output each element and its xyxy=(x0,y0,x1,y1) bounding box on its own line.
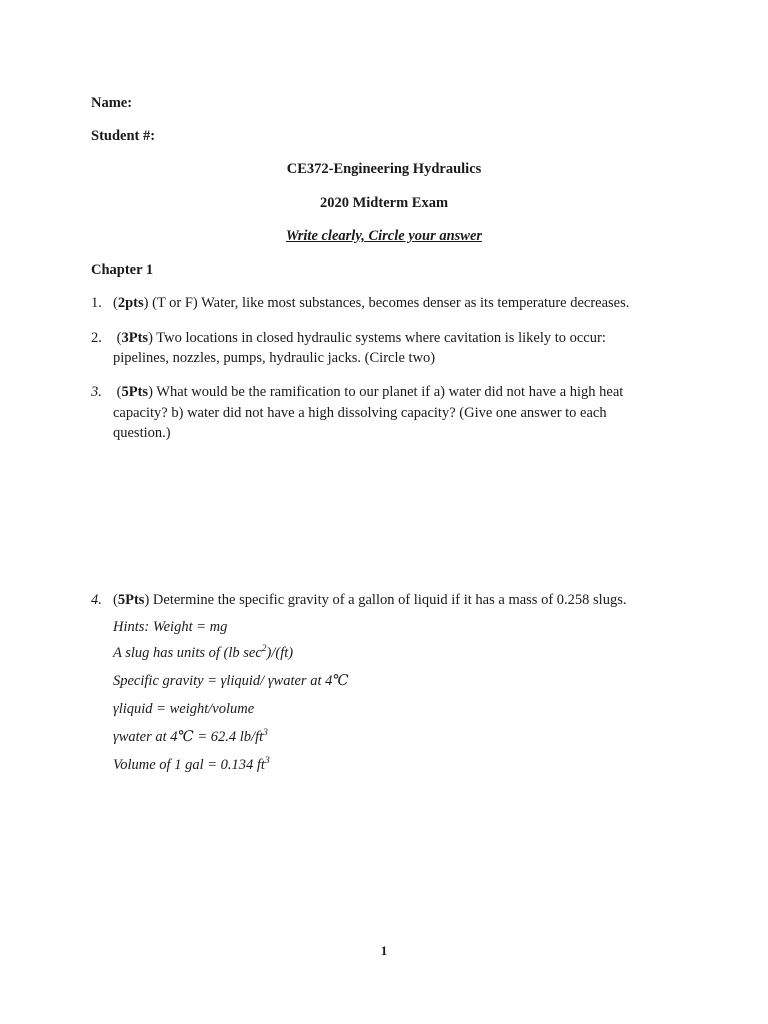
question-points: 5Pts xyxy=(117,592,145,608)
question-body: Determine the specific gravity of a gallon of liquid if it has a mass of 0.258 slugs. xyxy=(152,592,627,608)
page-number: 1 xyxy=(380,943,388,958)
chapter-heading: Chapter 1 xyxy=(91,262,154,278)
hint-slug-units: A slug has units of (lb $\sec^2)/(ft)$ xyxy=(113,644,294,661)
name-label: Name: xyxy=(91,95,133,111)
question-points: 2pts xyxy=(117,295,144,311)
question-number: 3. xyxy=(91,384,102,400)
exam-title: 2020 Midterm Exam xyxy=(319,195,449,211)
question-body-line: What would be the ramification to our planet if a) water did not have a high heat xyxy=(156,384,624,400)
hint-gallon-volume: Volume of 1 gal = 0.134 $ft^3$ xyxy=(113,756,270,773)
question-text: (5Pts) What would be the ramification to our planet if a) water did not have a high heat capacity? b) water did not have a high dissolving capacity? (Give one answer to each question.) xyxy=(113,382,673,444)
question-number: 1. xyxy=(91,295,102,311)
hint-gamma-liquid: γliquid = weight/volume xyxy=(113,701,255,717)
question-number: 4. xyxy=(91,592,102,608)
question-text: (2pts) (T or F) Water, like most substances, becomes denser as its temperature decreases. xyxy=(113,295,630,311)
question-points: 3Pts xyxy=(121,330,149,346)
question-points: 5Pts xyxy=(121,384,149,400)
question-body-line: pipelines, nozzles, pumps, hydraulic jacks. (Circle two) xyxy=(113,349,436,366)
question-number: 2. xyxy=(91,330,102,346)
instruction-text: Write clearly, Circle your answer xyxy=(285,228,483,244)
question-text: (5Pts) Determine the specific gravity of a gallon of liquid if it has a mass of 0.258 slugs. xyxy=(113,592,627,608)
student-number-label: Student #: xyxy=(91,128,156,144)
question-body-line: Two locations in closed hydraulic systems where cavitation is likely to occur: xyxy=(156,330,606,346)
course-title: CE372-Engineering Hydraulics xyxy=(286,161,482,177)
question-text: (3Pts) Two locations in closed hydraulic systems where cavitation is likely to occur: pipelines, nozzles, pumps, hydraulic jacks. (Circle two) xyxy=(113,328,673,368)
question-body-line: capacity? b) water did not have a high dissolving capacity? (Give one answer to each xyxy=(113,404,607,421)
instruction-line xyxy=(0,228,768,245)
hint-specific-gravity: Specific gravity = γliquid/ γwater at 4℃ xyxy=(113,673,349,689)
hint-weight: Hints: Weight = mg xyxy=(113,619,228,635)
question-body: (T or F) Water, like most substances, becomes denser as its temperature decreases. xyxy=(152,295,630,311)
question-body-line: question.) xyxy=(113,425,171,441)
hint-gamma-water: γwater at 4℃ = 62.4 $lb/ft^3$ xyxy=(113,728,268,745)
